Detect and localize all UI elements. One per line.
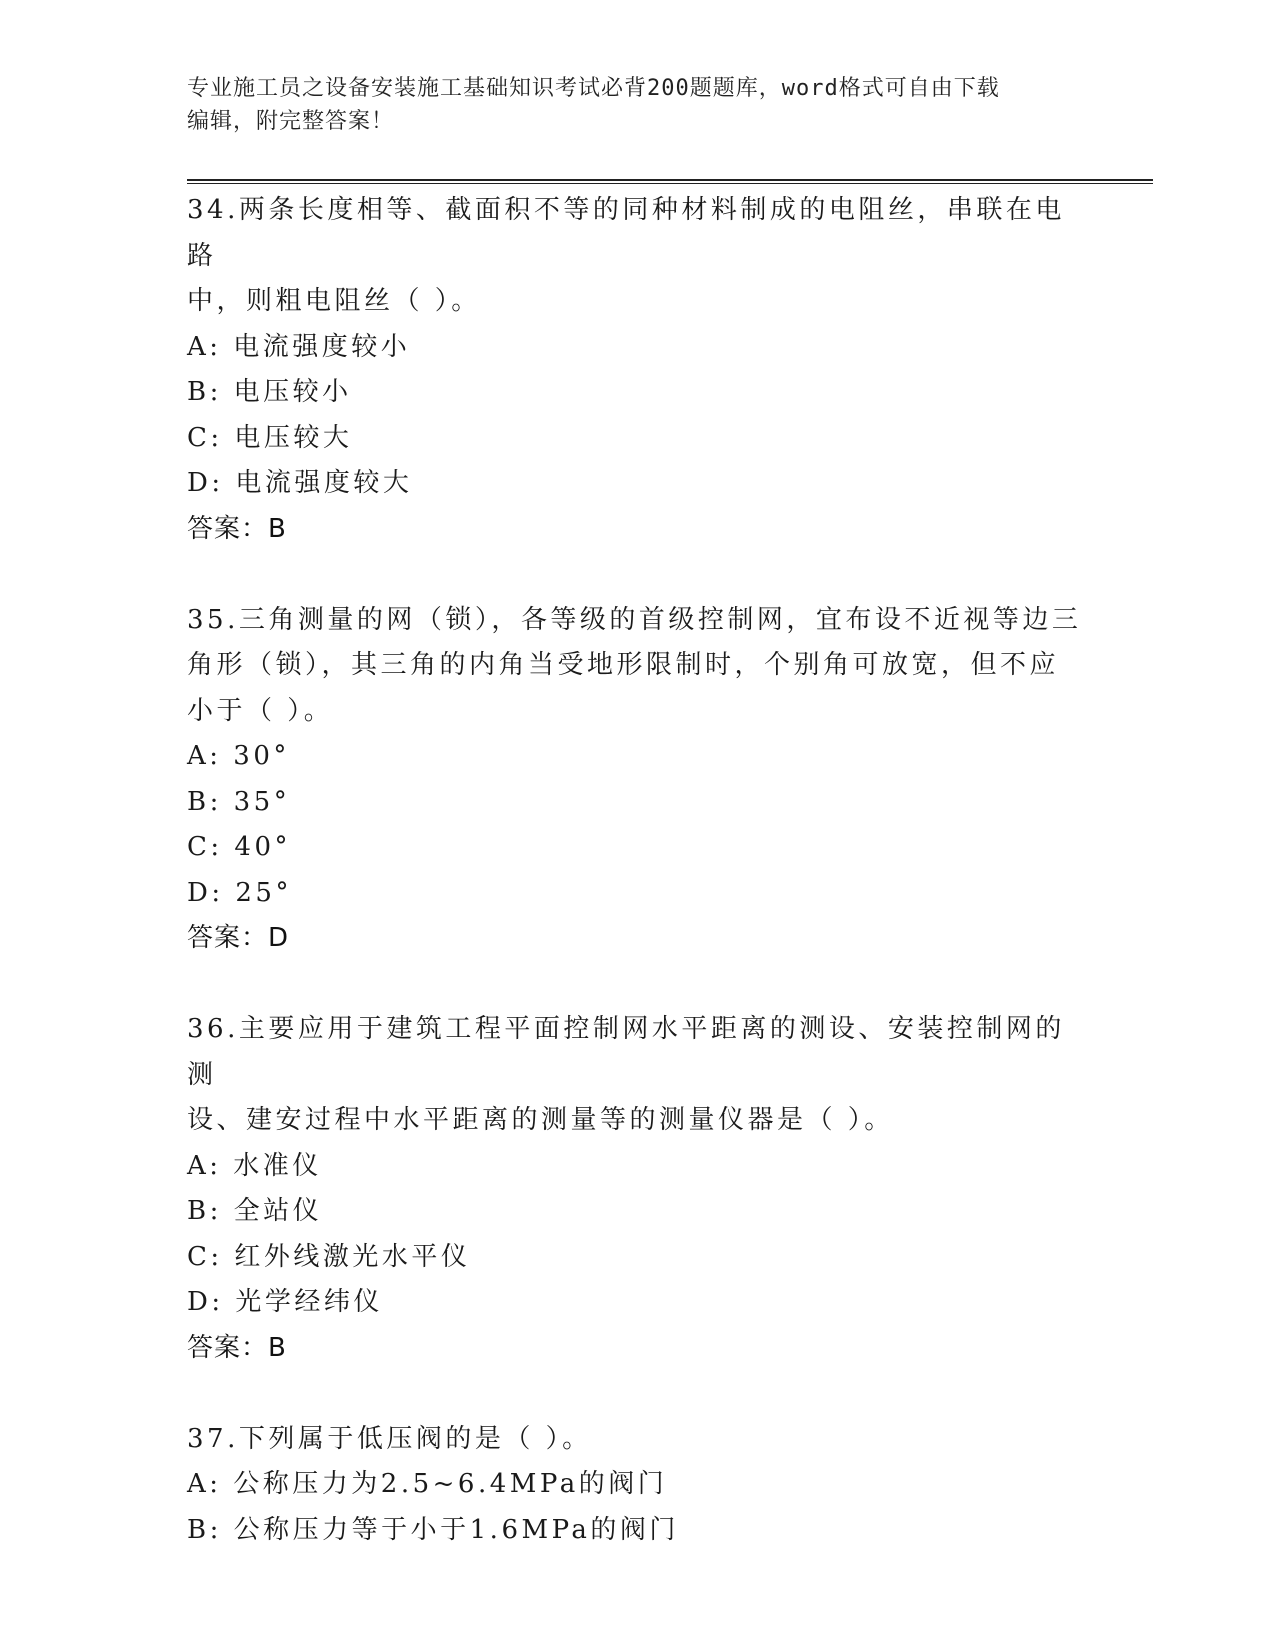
question-stem-line: 小于（ ）。: [187, 695, 334, 726]
option-b: B: 35°: [187, 786, 291, 817]
document-header: [187, 72, 1067, 138]
option-b: B: 电压较小: [187, 377, 352, 407]
option-b: B: 全站仪: [187, 1196, 323, 1226]
answer-line: 答案：B: [187, 513, 287, 544]
question-stem-line: 角形（锁），其三角的内角当受地形限制时，个别角可放宽，但不应: [187, 650, 1060, 680]
question-stem: [187, 1007, 1087, 1144]
option-a: A: 30°: [187, 741, 290, 771]
option-c: C: 电压较大: [187, 422, 353, 453]
option-a: A: 水准仪: [187, 1150, 322, 1181]
option-a: A: 电流强度较小: [187, 331, 411, 362]
question-stem-line: 37.下列属于低压阀的是（ ）。: [187, 1423, 592, 1454]
question-34: [187, 188, 1087, 552]
question-stem: [187, 188, 1087, 325]
header-line-1: 专业施工员之设备安装施工基础知识考试必背200题题库，word格式可自由下载: [187, 76, 1000, 101]
question-spacer: [187, 552, 1087, 598]
question-stem-line: 35.三角测量的网（锁），各等级的首级控制网，宜布设不近视等边三: [187, 604, 1082, 635]
option-c: C: 40°: [187, 832, 292, 862]
option-c: C: 红外线激光水平仪: [187, 1241, 471, 1272]
question-spacer: [187, 962, 1087, 1008]
header-rule-thick: [187, 179, 1153, 181]
question-36: [187, 1007, 1087, 1371]
header-line-2: 编辑，附完整答案！: [187, 109, 395, 134]
option-a: A: 公称压力为2.5~6.4MPa的阀门: [187, 1469, 668, 1499]
question-stem: [187, 598, 1087, 735]
option-d: D: 光学经纬仪: [187, 1287, 383, 1317]
question-stem: [187, 1417, 1087, 1463]
question-35: [187, 598, 1087, 962]
answer-line: 答案：B: [187, 1332, 287, 1363]
question-stem-line: 设、建安过程中水平距离的测量等的测量仪器是（ ）。: [187, 1105, 894, 1135]
header-rule-thin: [187, 183, 1153, 184]
question-37: [187, 1417, 1087, 1554]
answer-line: 答案：D: [187, 923, 290, 953]
option-b: B: 公称压力等于小于1.6MPa的阀门: [187, 1514, 679, 1545]
question-spacer: [187, 1371, 1087, 1417]
question-stem-line: 36.主要应用于建筑工程平面控制网水平距离的测设、安装控制网的测: [187, 1014, 1065, 1090]
option-d: D: 电流强度较大: [187, 468, 413, 498]
question-stem-line: 中，则粗电阻丝（ ）。: [187, 286, 481, 316]
question-list: [187, 188, 1087, 1553]
option-d: D: 25°: [187, 877, 292, 908]
question-stem-line: 34.两条长度相等、截面积不等的同种材料制成的电阻丝，串联在电路: [187, 195, 1065, 271]
